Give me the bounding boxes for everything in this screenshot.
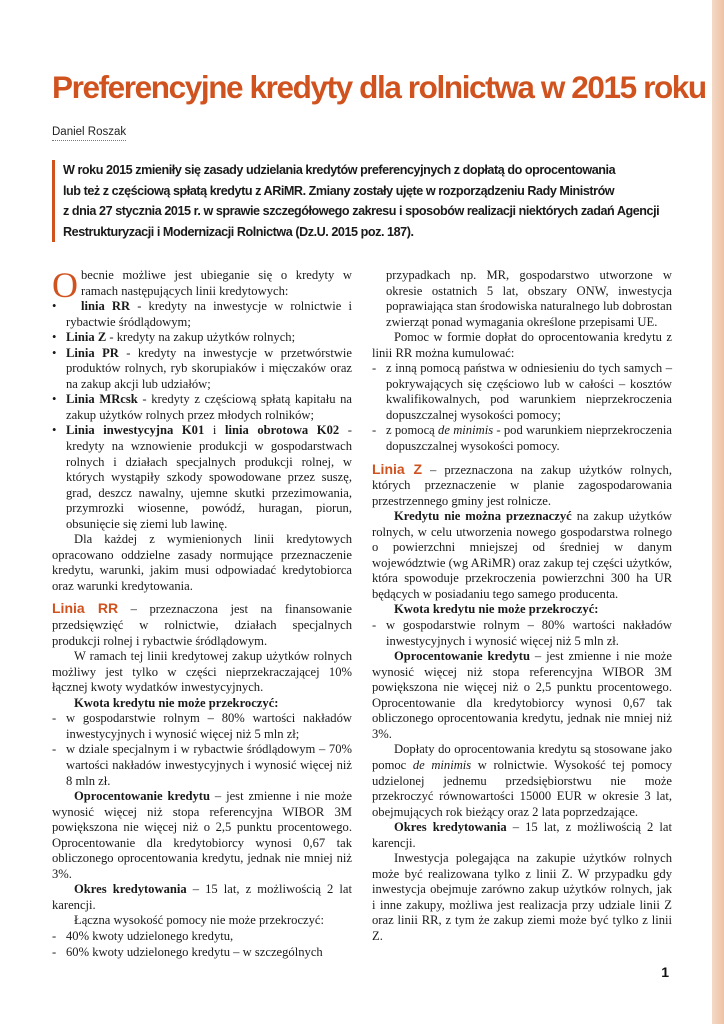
list-item: • linia RR - kredyty na inwestycje w rolnictwie i rybactwie śródlądowym;	[52, 299, 352, 330]
list-item: - w gospodarstwie rolnym – 80% wartości nakładów inwestycyjnych i wynosić więcej niż 5 mln zł.	[372, 618, 672, 649]
list-item: • Linia Z - kredyty na zakup użytków rolnych;	[52, 330, 352, 346]
list-item: • Linia PR - kredyty na inwestycje w przetwórstwie produktów rolnych, ryb skorupiaków i mięczaków oraz na zakup akcji lub udziałów;	[52, 346, 352, 393]
list-item: - 60% kwoty udzielonego kredytu – w szczególnych	[52, 945, 352, 961]
list-item: - z pomocą de minimis - pod warunkiem nieprzekroczenia dopuszczalnej wysokości pomocy.	[372, 423, 672, 454]
linia-z-intro: Linia Z – przeznaczona na zakup użytków rolnych, których przeznaczenie w planie zagospodarowania przestrzennego gminy jest rolnicze.	[372, 460, 672, 508]
section-heading: Linia Z	[372, 460, 422, 477]
page-number: 1	[661, 964, 669, 980]
amount-list	[372, 618, 672, 649]
right-column	[372, 268, 672, 945]
cumulation-list	[372, 361, 672, 454]
paragraph: Okres kredytowania – 15 lat, z możliwością 2 lat karencji.	[52, 882, 352, 912]
subheading: Kwota kredytu nie może przekroczyć:	[394, 602, 599, 617]
linia-rr-intro: Linia RR – przeznaczona jest na finansowanie przedsięwzięć w rolnictwie, działach specjalnych produkcji rolnej i rybactwie śródlądowym.	[52, 600, 352, 648]
lead-line: W roku 2015 zmieniły się zasady udzielania kredytów preferencyjnych z dopłatą do oprocentowania	[63, 163, 616, 177]
paragraph: Okres kredytowania – 15 lat, z możliwością 2 lat karencji.	[372, 820, 672, 850]
page-edge-decoration	[712, 0, 724, 1024]
paragraph: Oprocentowanie kredytu – jest zmienne i nie może wynosić więcej niż stopa referencyjna WIBOR 3M powiększona nie więcej niż o 2,5 punktu procentowego. Oprocentowanie dla kredytobiorcy wynosi 0,67 tak obliczonego oprocentowania kredytu, jednak nie mniej niż 3%.	[372, 649, 672, 741]
paragraph: Dopłaty do oprocentowania kredytu są stosowane jako pomoc de minimis w rolnictwie. Wysokość tej pomocy udzielonej jednemu przedsiębiorstwu nie może przekroczyć równowartości 15000 EUR w okresie 3 lat, obejmujących rok bieżący oraz 2 lata poprzedzające.	[372, 742, 672, 819]
list-item: • Linia MRcsk - kredyty z częściową spłatą kapitału na zakup użytków rolnych przez młodych rolników;	[52, 392, 352, 423]
paragraph: Łączna wysokość pomocy nie może przekroczyć:	[74, 913, 325, 928]
drop-cap: O	[52, 265, 78, 305]
paragraph: Pomoc w formie dopłat do oprocentowania kredytu z linii RR można kumulować:	[372, 330, 672, 360]
list-continuation: przypadkach np. MR, gospodarstwo utworzone w okresie ostatnich 5 lat, obszary ONW, inwestycja poprawiająca stan środowiska naturalnego lub dobrostan zwierząt ponad wymagania określone przepisami UE.	[386, 268, 672, 329]
list-item: - w dziale specjalnym i w rybactwie śródlądowym – 70% wartości nakładów inwestycyjnych i wynosić więcej niż 8 mln zł.	[52, 742, 352, 789]
lead-paragraph	[52, 160, 683, 242]
lead-line: z dnia 27 stycznia 2015 r. w sprawie szczegółowego zakresu i sposobów realizacji niektórych zadań Agencji	[63, 204, 660, 219]
lead-line: Restrukturyzacji i Modernizacji Rolnictwa (Dz.U. 2015 poz. 187).	[63, 224, 414, 239]
amount-list	[52, 711, 352, 789]
list-item: - z inną pomocą państwa w odniesieniu do tych samych – pokrywających się częściowo lub w całości – kosztów kwalifikowalnych, pod warunkiem nieprzekroczenia dopuszczalnej wysokości pomocy;	[372, 361, 672, 423]
paragraph: Kredytu nie można przeznaczyć na zakup użytków rolnych, w celu utworzenia nowego gospodarstwa rolnego o powierzchni mniejszej od średniej w danym województwie (wg ARiMR) oraz zakup tej części użytków, która spowoduje przekroczenia powierzchni 300 ha UR będących w posiadaniu tego samego producenta.	[372, 509, 672, 601]
credit-lines-list	[52, 299, 352, 532]
author-name: Daniel Roszak	[52, 126, 126, 141]
list-item: - 40% kwoty udzielonego kredytu,	[52, 929, 352, 945]
section-heading: Linia RR	[52, 600, 119, 617]
lead-line: lub też z częściową spłatą kredytu z ARiMR. Zmiany zostały ujęte w rozporządzeniu Rady Ministrów	[63, 183, 615, 198]
paragraph: W ramach tej linii kredytowej zakup użytków rolnych możliwy jest tylko w części nieprzekraczającej 10% łącznej kwoty wydatków inwestycyjnych.	[52, 649, 352, 695]
left-column	[52, 265, 352, 960]
list-item: - w gospodarstwie rolnym – 80% wartości nakładów inwestycyjnych i wynosić więcej niż 5 mln zł;	[52, 711, 352, 742]
article-title: Preferencyjne kredyty dla rolnictwa w 2015 roku	[52, 69, 706, 105]
list-item: • Linia inwestycyjna K01 i linia obrotowa K02 - kredyty na wznowienie produkcji w gospodarstwach rolnych i działach specjalnych produkcji rolnej, w których wystąpiły szkody spowodowane przez suszę, grad, deszcz nawalny, ujemne skutki przezimowania, przymrozki wiosenne, powódź, huragan, piorun, obsunięcie się ziemi lub lawinę.	[52, 423, 352, 532]
aid-list	[52, 929, 352, 960]
intro-paragraph: Obecnie możliwe jest ubieganie się o kredyty w ramach następujących linii kredytowych:	[52, 265, 352, 305]
paragraph: Dla każdej z wymienionych linii kredytowych opracowano oddzielne zasady normujące przeznaczenie kredytu, warunki, jakim musi odpowiadać kredytobiorca oraz warunki kredytowania.	[52, 532, 352, 593]
subheading: Kwota kredytu nie może przekroczyć:	[74, 695, 279, 710]
paragraph: Oprocentowanie kredytu – jest zmienne i nie może wynosić więcej niż stopa referencyjna WIBOR 3M powiększona nie więcej niż o 2,5 punktu procentowego. Oprocentowanie dla kredytobiorcy wynosi 0,67 tak obliczonego oprocentowania kredytu, jednak nie mniej niż 3%.	[52, 789, 352, 881]
paragraph: Inwestycja polegająca na zakupie użytków rolnych może być realizowana tylko z linii Z. W przypadku gdy inwestycja obejmuje zarówno zakup użytków rolnych, jak i inne zakupy, możliwa jest realizacja przy udziale linii Z oraz linii RR, z tym że zakup ziemi może być tylko z linii Z.	[372, 851, 672, 943]
